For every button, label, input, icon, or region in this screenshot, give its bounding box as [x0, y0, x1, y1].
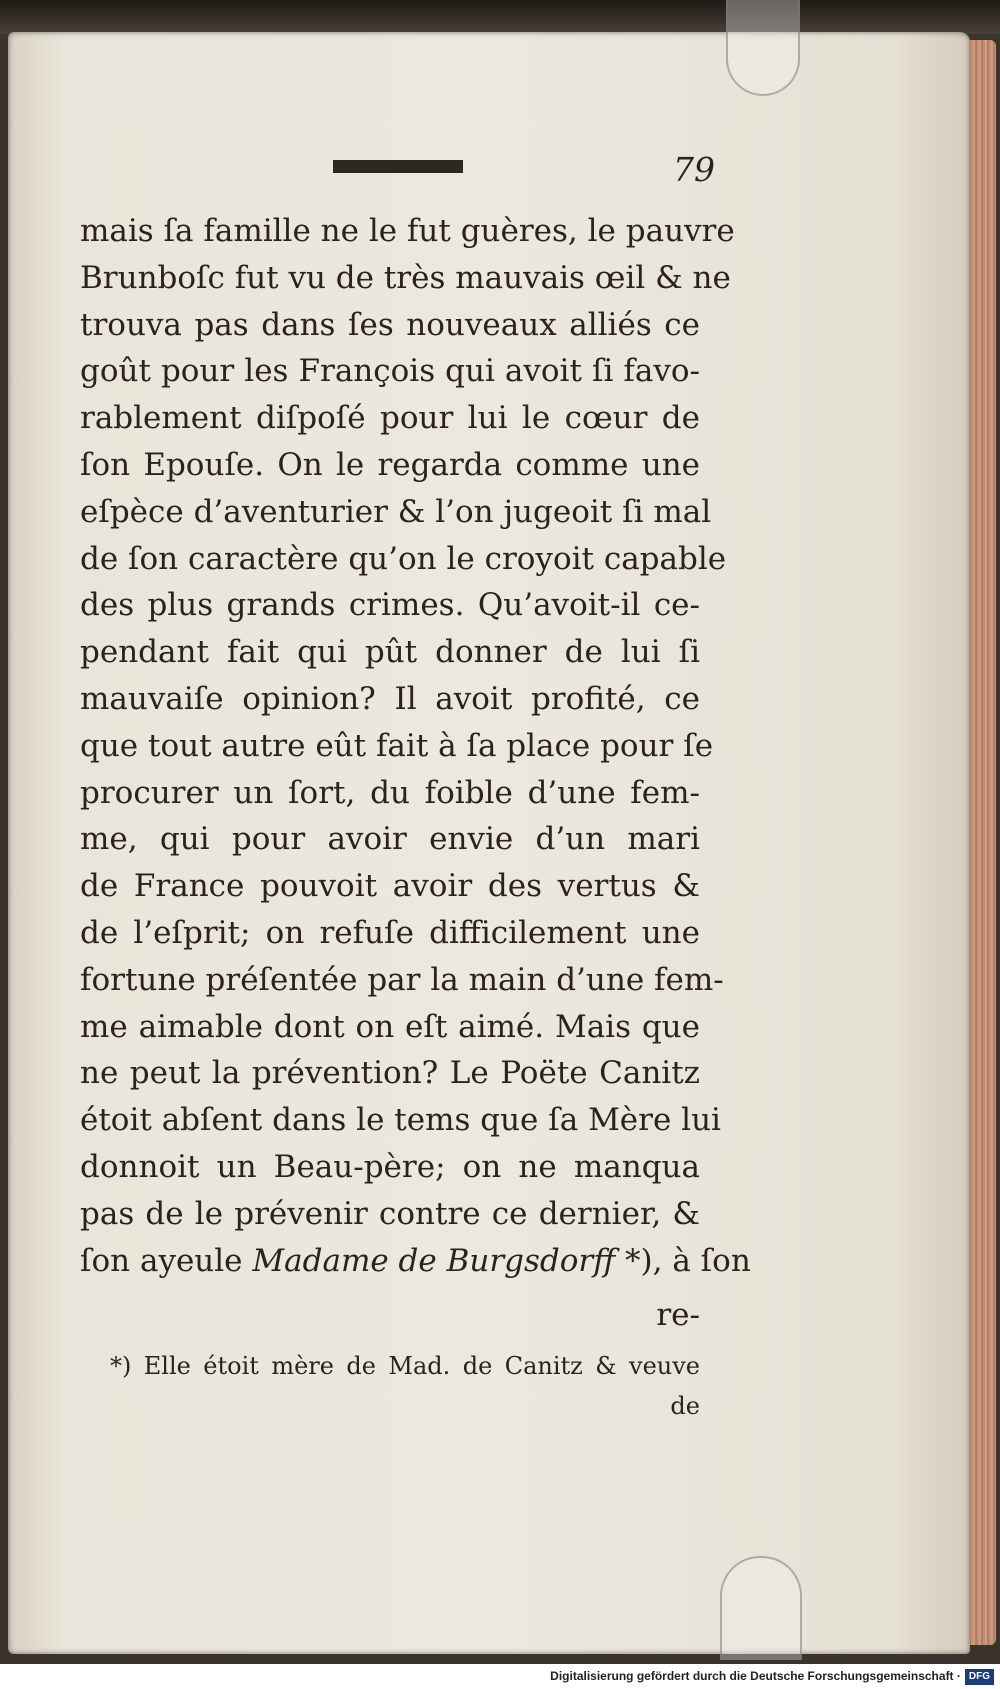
- text-line: ne peut la prévention? Le Poëte Canitz: [80, 1055, 700, 1092]
- text-line: de l’eſprit; on refuſe difficilement une: [80, 914, 700, 951]
- body-text: [80, 208, 751, 1284]
- book-page-edges: [966, 40, 996, 1645]
- scanner-top-edge: [0, 0, 1000, 34]
- last-line-suffix: *), à ſon: [615, 1242, 751, 1279]
- text-line: me aimable dont on eſt aimé. Mais que: [80, 1008, 700, 1045]
- text-line: pendant fait qui pût donner de lui ſi: [80, 634, 700, 671]
- text-line-last: [80, 1238, 751, 1285]
- credit-text: Digitalisierung gefördert durch die Deutsche Forschungsgemeinschaft ·: [550, 1669, 961, 1683]
- text-line: rablement diſpoſé pour lui le cœur de: [80, 400, 700, 437]
- text-line: mais ſa famille ne le fut guères, le pauvre: [80, 213, 735, 249]
- page-number: 79: [673, 150, 715, 189]
- footnote-catchword: de: [670, 1392, 700, 1420]
- page-clip-bottom: [720, 1556, 802, 1660]
- footnote-line: *) Elle étoit mère de Mad. de Canitz & veuve: [110, 1352, 700, 1380]
- text-line: eſpèce d’aventurier & l’on jugeoit ſi mal: [80, 493, 712, 530]
- header-rule: [333, 160, 463, 173]
- text-line: trouva pas dans ſes nouveaux alliés ce: [80, 306, 700, 343]
- text-line: ſon Epouſe. On le regarda comme une: [80, 446, 700, 483]
- text-line: Brunboſc fut vu de très mauvais œil & ne: [80, 259, 731, 296]
- catchword: re-: [656, 1297, 700, 1333]
- text-line: de France pouvoit avoir des vertus &: [80, 868, 700, 905]
- text-line: goût pour les François qui avoit ſi favo-: [80, 353, 700, 390]
- text-line: me, qui pour avoir envie d’un mari: [80, 821, 700, 858]
- text-line: que tout autre eût fait à ſa place pour ſe: [80, 727, 714, 764]
- text-line: de ſon caractère qu’on le croyoit capable: [80, 540, 727, 577]
- text-line: étoit abſent dans le tems que ſa Mère lui: [80, 1102, 721, 1139]
- text-line: mauvaiſe opinion? Il avoit profité, ce: [80, 680, 700, 717]
- text-line: fortune préſentée par la main d’une fem-: [80, 961, 724, 998]
- text-line: donnoit un Beau-père; on ne manqua: [80, 1148, 700, 1185]
- dfg-logo: DFG: [965, 1669, 994, 1685]
- text-line: pas de le prévenir contre ce dernier, &: [80, 1195, 700, 1232]
- footnote: [80, 1346, 700, 1426]
- text-line: des plus grands crimes. Qu’avoit-il ce-: [80, 587, 700, 624]
- last-line-prefix: ſon ayeule: [80, 1242, 253, 1279]
- page-clip-top: [726, 0, 800, 96]
- digitization-credit: [0, 1664, 1000, 1689]
- last-line-italic: Madame de Burgsdorff: [252, 1242, 616, 1279]
- text-line: procurer un ſort, du foible d’une fem-: [80, 774, 700, 811]
